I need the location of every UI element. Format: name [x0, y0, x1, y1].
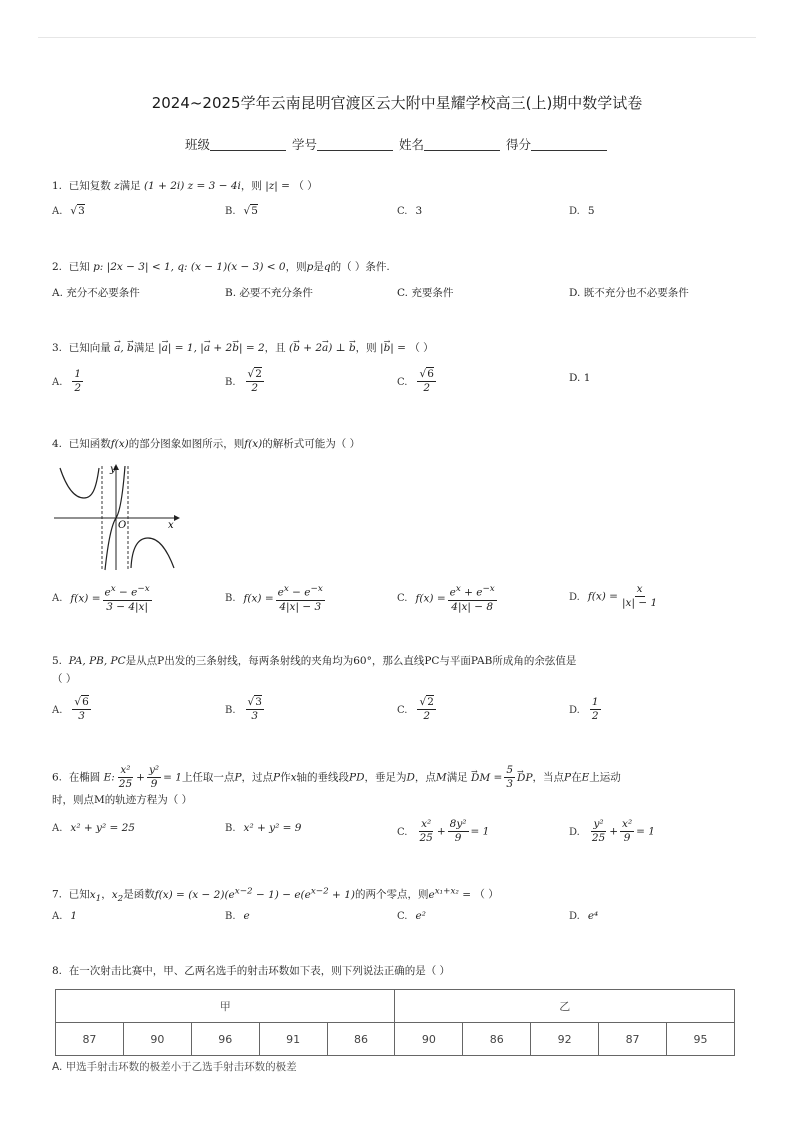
cell-jia: 96 — [191, 1023, 259, 1056]
origin-label: O — [118, 520, 127, 531]
question-5-options — [52, 696, 752, 736]
number-label: 学号 — [291, 137, 317, 152]
question-8: 8. 在一次射击比赛中，甲、乙两名选手的射击环数如下表，则下列说法正确的是（ ） — [52, 965, 451, 977]
y-axis-label: y — [110, 464, 116, 475]
option-d[interactable]: D. f(x) = $\frac{x}{|x| - 1}$ — [569, 583, 658, 609]
cell-jia: 87 — [56, 1023, 124, 1056]
cell-jia: 91 — [259, 1023, 327, 1056]
cell-yi: 90 — [395, 1023, 463, 1056]
option-b[interactable]: B. e — [225, 910, 250, 922]
option-d[interactable]: D. $\frac{\text{y²}}{25}$ + $\frac{\text{x²}}{9}$ = 1 — [569, 818, 655, 844]
option-b[interactable]: B. 必要不充分条件 — [225, 287, 313, 299]
question-1: 1. 已知复数 z满足 (1 + 2i) z = 3 − 4i，则 |z| = （ ） — [52, 180, 318, 192]
table-header-row — [56, 990, 735, 1023]
question-2-options — [52, 285, 752, 325]
header-yi: 乙 — [395, 990, 735, 1023]
question-2: 2. 已知 p: |2x − 3| < 1, q: (x − 1)(x − 3) < 0，则p是q的（ ）条件. — [52, 261, 390, 273]
option-c[interactable]: C. $\frac{\text{x²}}{25}$ + $\frac{\text{8y²}}{9}$ = 1 — [397, 818, 490, 844]
function-graph — [52, 462, 182, 572]
student-info-line — [0, 135, 794, 153]
cell-yi: 86 — [463, 1023, 531, 1056]
question-6: 6. 在椭圆 E: $\frac{\text{x²}}{25}$ + $\frac{\text{y²}}{9}$ = 1上任取一点P，过点P作x轴的垂线段PD，垂足为D，点M满足 → DM = $\frac{5}{3}$ → DP，当点P在E上运动 时，则点M的轨迹方程为（ ） — [52, 764, 744, 809]
name-label: 姓名 — [398, 137, 424, 152]
question-4: 4. 已知函数f(x)的部分图象如图所示，则f(x)的解析式可能为（ ） — [52, 438, 361, 450]
option-c[interactable]: C. $\frac{√2}{2}$ — [397, 696, 434, 722]
question-5: 5. PA, PB, PC是从点P出发的三条射线，每两条射线的夹角均为60°，那么直线PC与平面PAB所成角的余弦值是 （ ） — [52, 655, 577, 685]
question-3-options — [52, 368, 752, 408]
table-row — [56, 1023, 735, 1056]
cell-yi: 92 — [531, 1023, 599, 1056]
question-4-options — [52, 583, 752, 623]
x-axis-label: x — [168, 520, 174, 531]
option-d[interactable]: D. e⁴ — [569, 910, 599, 922]
question-number: 1. — [52, 180, 63, 192]
option-a[interactable]: A. 充分不必要条件 — [52, 287, 140, 299]
curve-left-branch — [60, 468, 99, 498]
option-a[interactable]: A. f(x) = $\frac{e^x - e^{-x}}{3 - 4|x|}$ — [52, 584, 150, 613]
header-rule — [38, 37, 756, 38]
option-b[interactable]: B. $\frac{√3}{3}$ — [225, 696, 262, 722]
score-table — [55, 989, 735, 1056]
question-1-options — [52, 205, 752, 245]
option-d[interactable]: D. 1 — [569, 372, 591, 384]
question-8-option-a[interactable]: A. 甲选手射击环数的极差小于乙选手射击环数的极差 — [52, 1061, 297, 1073]
score-blank[interactable] — [531, 138, 607, 151]
cell-yi: 87 — [599, 1023, 667, 1056]
score-label: 得分 — [505, 137, 531, 152]
curve-right-branch — [131, 538, 174, 568]
option-d[interactable]: D. 5 — [569, 205, 595, 217]
option-c[interactable]: C. 3 — [397, 205, 423, 217]
option-b[interactable]: B. √5 — [225, 205, 258, 217]
class-label: 班级 — [184, 137, 210, 152]
option-c[interactable]: C. f(x) = $\frac{e^x + e^{-x}}{4|x| - 8}$ — [397, 584, 495, 613]
option-d[interactable]: D. 既不充分也不必要条件 — [569, 287, 689, 299]
option-c[interactable]: C. e² — [397, 910, 426, 922]
option-a[interactable]: A. √3 — [52, 205, 85, 217]
x-axis-arrow — [174, 515, 180, 521]
option-c[interactable]: C. $\frac{√6}{2}$ — [397, 368, 434, 394]
option-a[interactable]: A. $\frac{1}{2}$ — [52, 368, 82, 394]
option-b[interactable]: B. x² + y² = 9 — [225, 822, 302, 834]
option-d[interactable]: D. $\frac{1}{2}$ — [569, 696, 599, 722]
question-7: 7. 已知$x_1$，$x_2$是函数$f(x) = (x - 2)(e^{x-2} - 1) - e(e^{x-2} + 1)$的两个零点，则$e^{x_1+x_2}$ = （ ） — [52, 886, 499, 904]
option-b[interactable]: B. f(x) = $\frac{e^x - e^{-x}}{4|x| - 3}$ — [225, 584, 323, 613]
option-a[interactable]: A. $\frac{√6}{3}$ — [52, 696, 89, 722]
question-6-options — [52, 818, 752, 858]
exam-title: 2024~2025学年云南昆明官渡区云大附中星耀学校高三(上)期中数学试卷 — [151, 94, 643, 112]
header-jia: 甲 — [56, 990, 395, 1023]
number-blank[interactable] — [317, 138, 393, 151]
name-blank[interactable] — [424, 138, 500, 151]
class-blank[interactable] — [210, 138, 286, 151]
question-3: 3. 已知向量 → a, → b满足 |→ a| = 1, |→ a + 2→ b| = 2，且 (→ b + 2→ a) ⊥ → b，则 |→ b| = （ ） — [52, 339, 744, 357]
option-a[interactable]: A. 1 — [52, 910, 78, 922]
cell-yi: 95 — [667, 1023, 735, 1056]
cell-jia: 90 — [123, 1023, 191, 1056]
question-7-options — [52, 910, 752, 950]
cell-jia: 86 — [327, 1023, 395, 1056]
option-b[interactable]: B. $\frac{√2}{2}$ — [225, 368, 262, 394]
option-c[interactable]: C. 充要条件 — [397, 287, 454, 299]
option-a[interactable]: A. x² + y² = 25 — [52, 822, 135, 834]
